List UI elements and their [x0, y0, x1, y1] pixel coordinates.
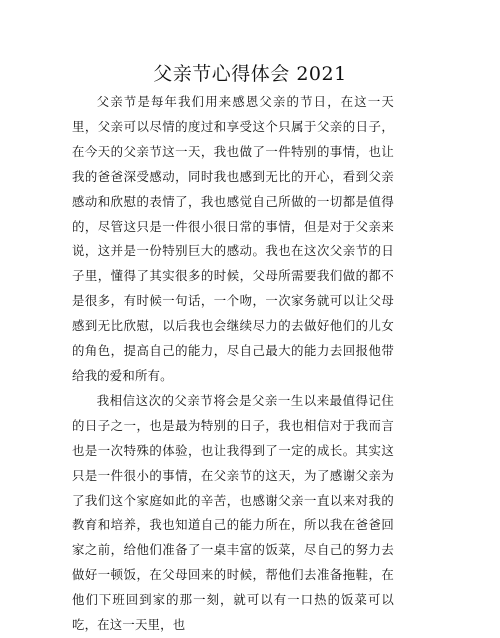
- document-title: 父亲节心得体会 2021: [153, 63, 347, 85]
- paragraph-1: 父亲节是每年我们用来感恩父亲的节日，在这一天里，父亲可以尽情的度过和享受这个只属于父亲的日子，在今天的父亲节这一天，我也做了一件特别的事情，也让我的爸爸深受感动，同时我也感到无比的开心，看到父亲感动和欣慰的表情了，我也感觉自己所做的一切都是值得的，尽管这只是一件很小很日常的事情，但是对于父亲来说，这并是一份特别巨大的感动。我也在这次父亲节的日子里，懂得了其实很多的时候，父母所需要我们做的都不是很多，有时候一句话，一个吻，一次家务就可以让父母感到无比欣慰，以后我也会继续尽力的去做好他们的儿女的角色，提高自己的能力，尽自己最大的能力去回报他带给我的爱和所有。: [72, 94, 394, 383]
- document-body: [72, 90, 394, 638]
- paragraph-2: 我相信这次的父亲节将会是父亲一生以来最值得记住的日子之一，也是最为特别的日子，我也相信对于我而言也是一次特殊的体验，也让我得到了一定的成长。其实这只是一件很小的事情，在父亲节的这天，为了感谢父亲为了我们这个家庭如此的辛苦，也感谢父亲一直以来对我的教育和培养，我也知道自己的能力所在，所以我在爸爸回家之前，给他们准备了一桌丰富的饭菜，尽自己的努力去做好一顿饭，在父母回来的时候，帮他们去准备拖鞋，在他们下班回到家的那一刻，就可以有一口热的饭菜可以吃，在这一天里，也: [72, 392, 394, 633]
